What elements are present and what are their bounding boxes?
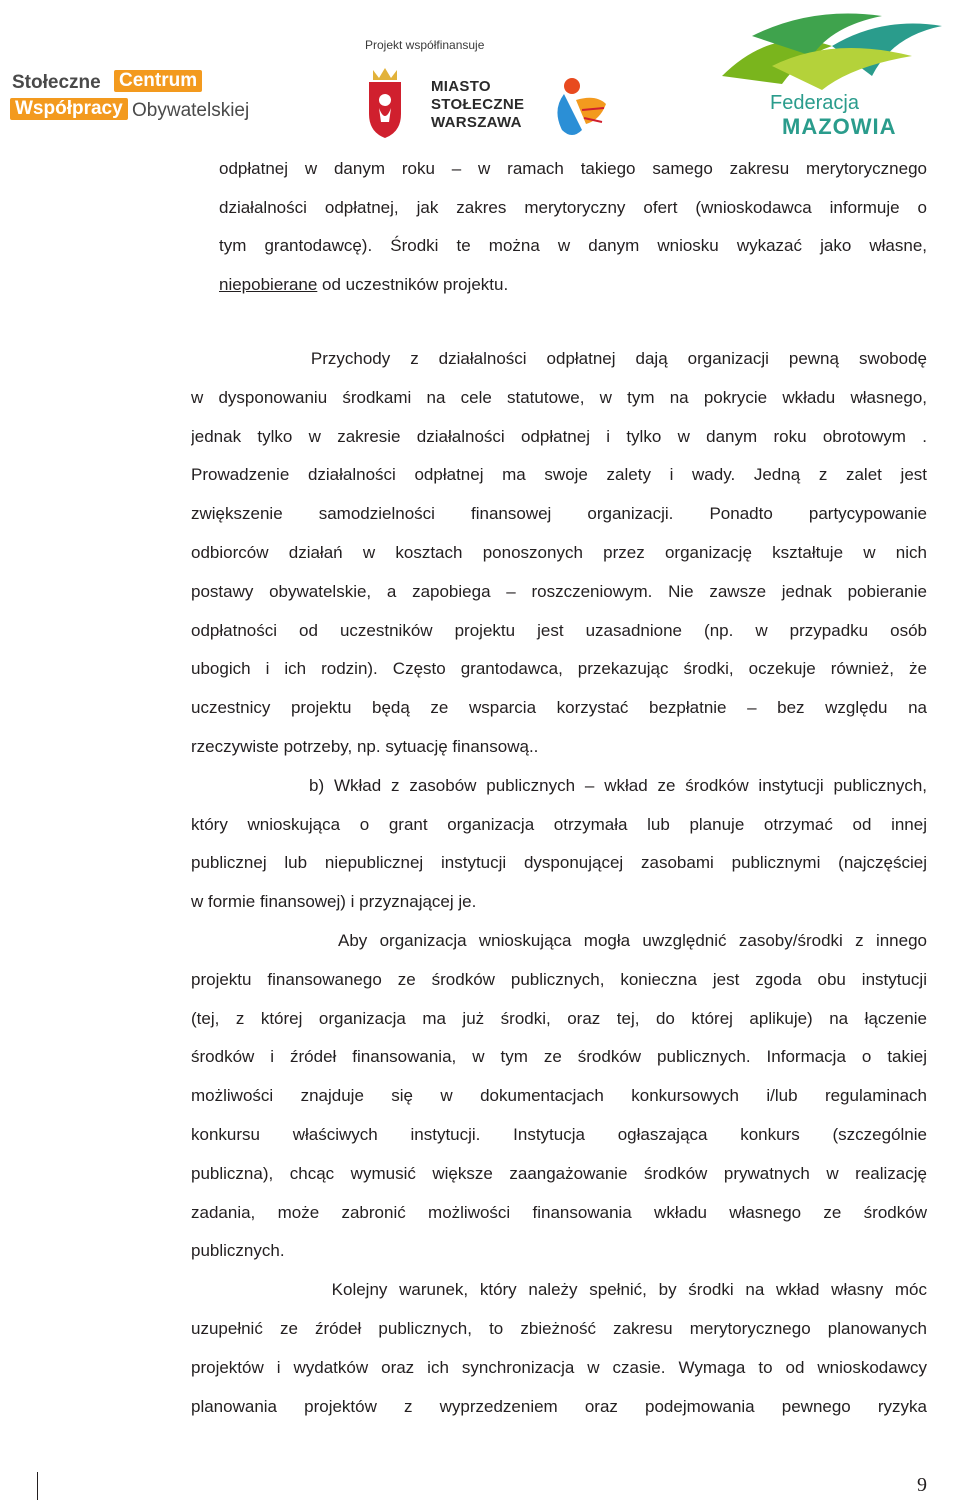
warsaw-cofinancing-logo <box>347 34 615 146</box>
cofinancing-caption: Projekt współfinansuje <box>365 38 485 52</box>
text-line: publiczna), chcąc wymusić większe zaangażowanie środków prywatnych w realizację <box>191 1163 927 1183</box>
text-line: projektu finansowanego ze środków publicznych, konieczna jest zgoda obu instytucji <box>191 969 927 989</box>
text-line: działalności odpłatnej, jak zakres merytoryczny ofert (wnioskodawca informuje o <box>219 197 927 217</box>
text-line: w dysponowaniu środkami na cele statutowe, w tym na pokrycie wkładu własnego, <box>191 387 927 407</box>
federacja-mazowia-logo <box>712 6 952 146</box>
mazowia-swoosh-icon <box>712 6 952 96</box>
text-line: (tej, z której organizacja ma już środki, oraz tej, do której aplikuje) na łączenie <box>191 1008 927 1028</box>
page-header <box>0 0 960 150</box>
text-line: Przychody z działalności odpłatnej dają organizacji pewną swobodę <box>191 349 927 368</box>
text-line: który wnioskująca o grant organizacja otrzymała lub planuje otrzymać od innej <box>191 814 927 834</box>
mermaid-sticker-icon <box>542 74 612 144</box>
logo-text: Obywatelskiej <box>132 100 250 121</box>
text-line: odpłatnej w danym roku – w ramach takiego samego zakresu merytorycznego <box>219 159 927 178</box>
text-line: zadania, może zabronić możliwości finansowania wkładu własnego ze środków <box>191 1202 927 1222</box>
sccwo-logo <box>8 68 250 132</box>
text-line: zwiększenie samodzielności finansowej organizacji. Ponadto partycypowanie <box>191 504 927 524</box>
text-line: Prowadzenie działalności odpłatnej ma swoje zalety i wady. Jedną z zalet jest <box>191 465 927 485</box>
text-line: konkursu właściwych instytucji. Instytucja ogłaszająca konkurs (szczególnie <box>191 1124 927 1144</box>
text-line: Kolejny warunek, który należy spełnić, by środki na wkład własny móc <box>191 1280 927 1300</box>
city-name: MIASTO STOŁECZNE WARSZAWA <box>431 78 525 131</box>
logo-text: Stołeczne <box>12 72 101 93</box>
main-text <box>191 340 927 1426</box>
text-line: jednak tylko w zakresie działalności odpłatnej i tylko w danym roku obrotowym . <box>191 426 927 446</box>
paragraph-continued <box>219 150 927 304</box>
text-line: ubogich i ich rodzin). Często grantodawca, przekazując środki, oczekuje również, że <box>191 659 927 679</box>
text-line: planowania projektów z wyprzedzeniem oraz podejmowania pewnego ryzyka <box>191 1396 927 1416</box>
logo-text: Federacja <box>770 92 859 114</box>
coat-of-arms-icon <box>365 64 405 140</box>
text-line: odpłatności od uczestników projektu jest uzasadnione (np. w przypadku osób <box>191 620 927 640</box>
text-line: b) Wkład z zasobów publicznych – wkład ze środków instytucji publicznych, <box>191 775 927 795</box>
logo-text: MAZOWIA <box>782 114 897 139</box>
text-line: uzupełnić ze źródeł publicznych, to zbieżność zakresu merytorycznego planowanych <box>191 1318 927 1338</box>
text-line: postawy obywatelskie, a zapobiega – roszczeniowym. Nie zawsze jednak pobieranie <box>191 581 927 601</box>
text-line: uczestnicy projektu będą ze wsparcia korzystać bezpłatnie – bez względu na <box>191 698 927 718</box>
page-number: 9 <box>917 1474 927 1496</box>
underlined-word: niepobierane <box>219 274 318 294</box>
text-line: Aby organizacja wnioskująca mogła uwzględnić zasoby/środki z innego <box>191 930 927 950</box>
text-line: publicznych. <box>191 1241 285 1261</box>
text-line: rzeczywiste potrzeby, np. sytuację finansową.. <box>191 736 539 756</box>
text-line: w formie finansowej) i przyznającej je. <box>191 892 477 912</box>
text-line: środków i źródeł finansowania, w tym ze środków publicznych. Informacja o takiej <box>191 1047 927 1067</box>
text-line: niepobierane od uczestników projektu. <box>219 274 509 294</box>
logo-text: Współpracy <box>10 98 128 120</box>
text-line: publicznej lub niepublicznej instytucji dysponującej zasobami publicznymi (najczęściej <box>191 853 927 873</box>
text-line: odbiorców działań w kosztach ponoszonych przez organizację kształtuje w nich <box>191 542 927 562</box>
text-line: tym grantodawcę). Środki te można w danym wniosku wykazać jako własne, <box>219 236 927 255</box>
text-line: możliwości znajduje się w dokumentacjach konkursowych i/lub regulaminach <box>191 1086 927 1106</box>
logo-text: Centrum <box>114 70 202 92</box>
footer-rule <box>37 1472 38 1500</box>
text-line: projektów i wydatków oraz ich synchronizacja w czasie. Wymaga to od wnioskodawcy <box>191 1357 927 1377</box>
